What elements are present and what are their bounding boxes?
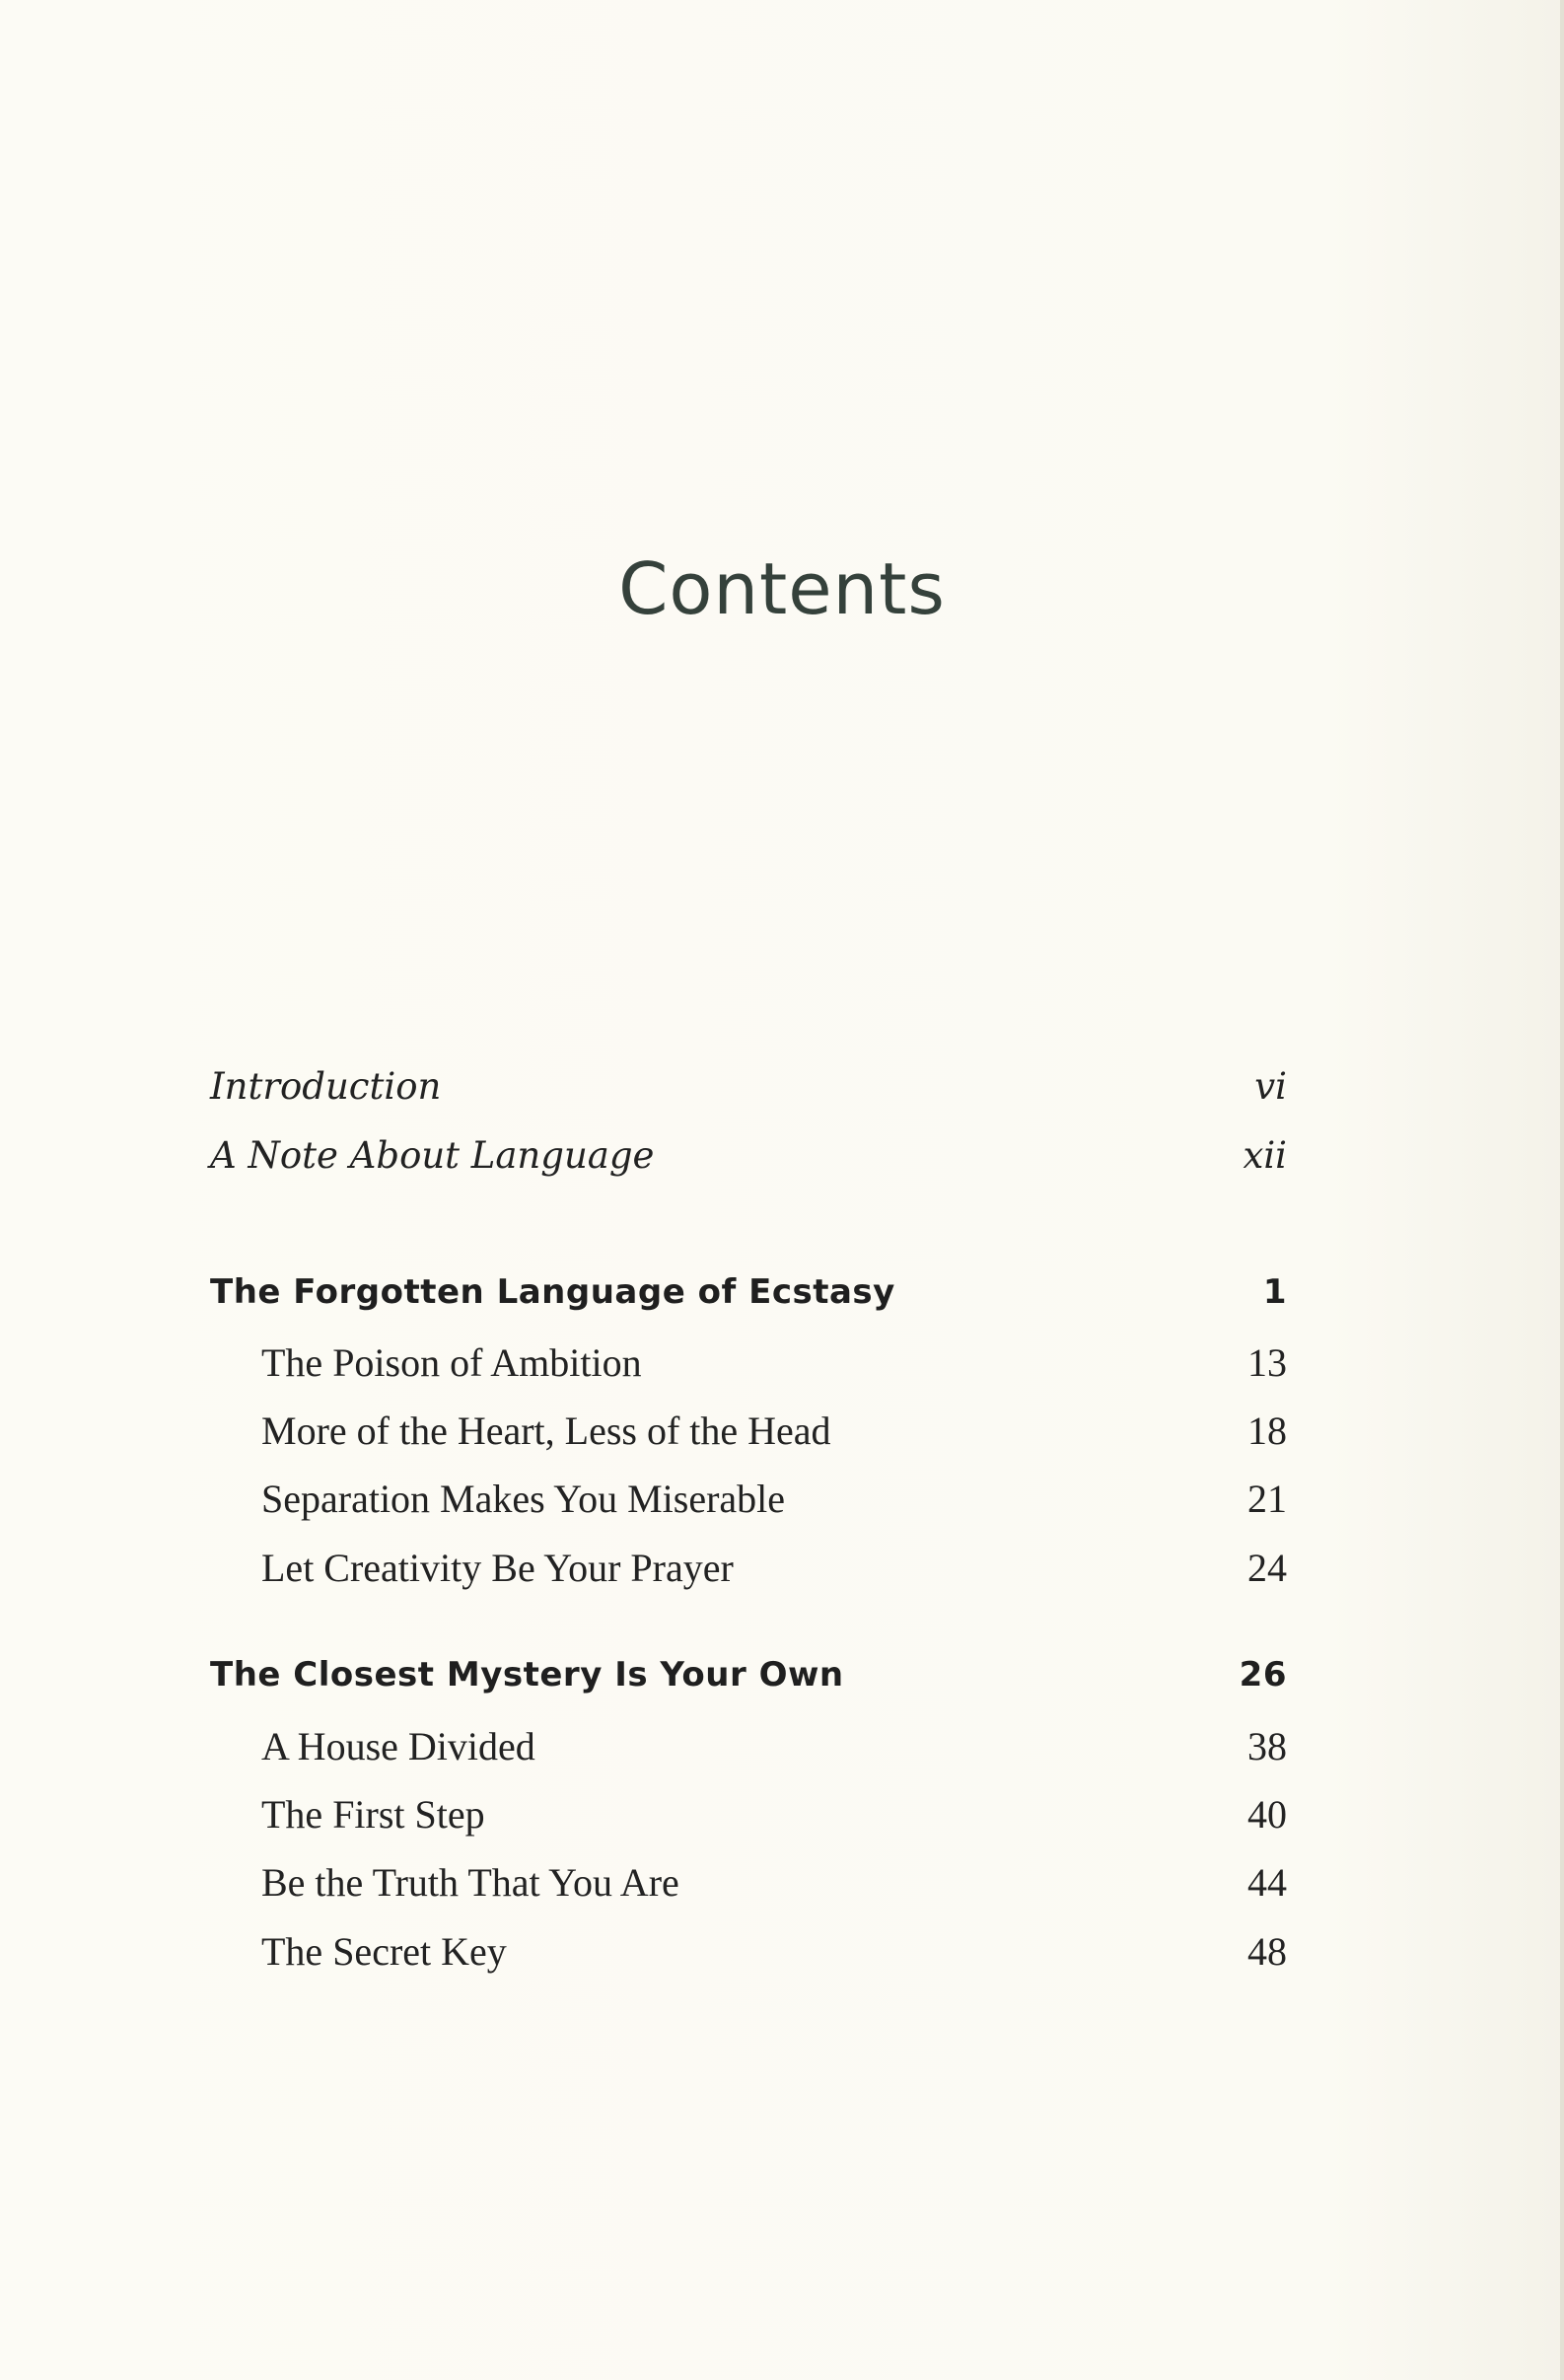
page-edge	[1560, 0, 1564, 2380]
toc-chapter	[210, 1545, 1287, 1608]
toc-chapter-page: 38	[1247, 1724, 1287, 1768]
toc-chapter-page: 24	[1247, 1546, 1287, 1590]
toc-part-2	[210, 1655, 1287, 1718]
toc-chapter-page: 40	[1247, 1792, 1287, 1837]
toc-entry-note-about-language	[210, 1134, 1287, 1197]
toc-entry-introduction	[210, 1065, 1287, 1128]
toc-chapter-page: 13	[1247, 1340, 1287, 1385]
toc-chapter	[210, 1407, 1287, 1471]
toc-part-page: 1	[1262, 1272, 1287, 1312]
toc-chapter-label: The Poison of Ambition	[261, 1340, 642, 1385]
toc-chapter-page: 21	[1247, 1477, 1287, 1521]
toc-part-page: 26	[1239, 1655, 1287, 1695]
toc-chapter-label: The First Step	[261, 1792, 485, 1837]
toc-entry-page: vi	[1254, 1065, 1287, 1108]
toc-chapter	[210, 1339, 1287, 1403]
toc-chapter-label: Be the Truth That You Are	[261, 1860, 679, 1905]
toc-chapter	[210, 1859, 1287, 1922]
toc-chapter-page: 48	[1247, 1929, 1287, 1974]
toc-part-1	[210, 1272, 1287, 1335]
toc-chapter	[210, 1476, 1287, 1539]
toc-chapter	[210, 1723, 1287, 1786]
toc-chapter	[210, 1791, 1287, 1854]
toc-chapter-label: More of the Heart, Less of the Head	[261, 1408, 831, 1453]
toc-chapter-label: A House Divided	[261, 1724, 535, 1768]
toc-chapter-label: The Secret Key	[261, 1929, 507, 1974]
toc-entry-label: Introduction	[210, 1065, 442, 1108]
toc-chapter-label: Separation Makes You Miserable	[261, 1477, 786, 1521]
toc-entry-label: A Note About Language	[210, 1134, 655, 1177]
toc-chapter	[210, 1928, 1287, 1991]
toc-chapter-label: Let Creativity Be Your Prayer	[261, 1546, 734, 1590]
toc-entry-page: xii	[1243, 1134, 1287, 1177]
toc-part-label: The Closest Mystery Is Your Own	[210, 1655, 844, 1695]
toc-part-label: The Forgotten Language of Ecstasy	[210, 1272, 895, 1312]
toc-chapter-page: 18	[1247, 1408, 1287, 1453]
toc-chapter-page: 44	[1247, 1860, 1287, 1905]
page-title: Contents	[618, 547, 946, 630]
